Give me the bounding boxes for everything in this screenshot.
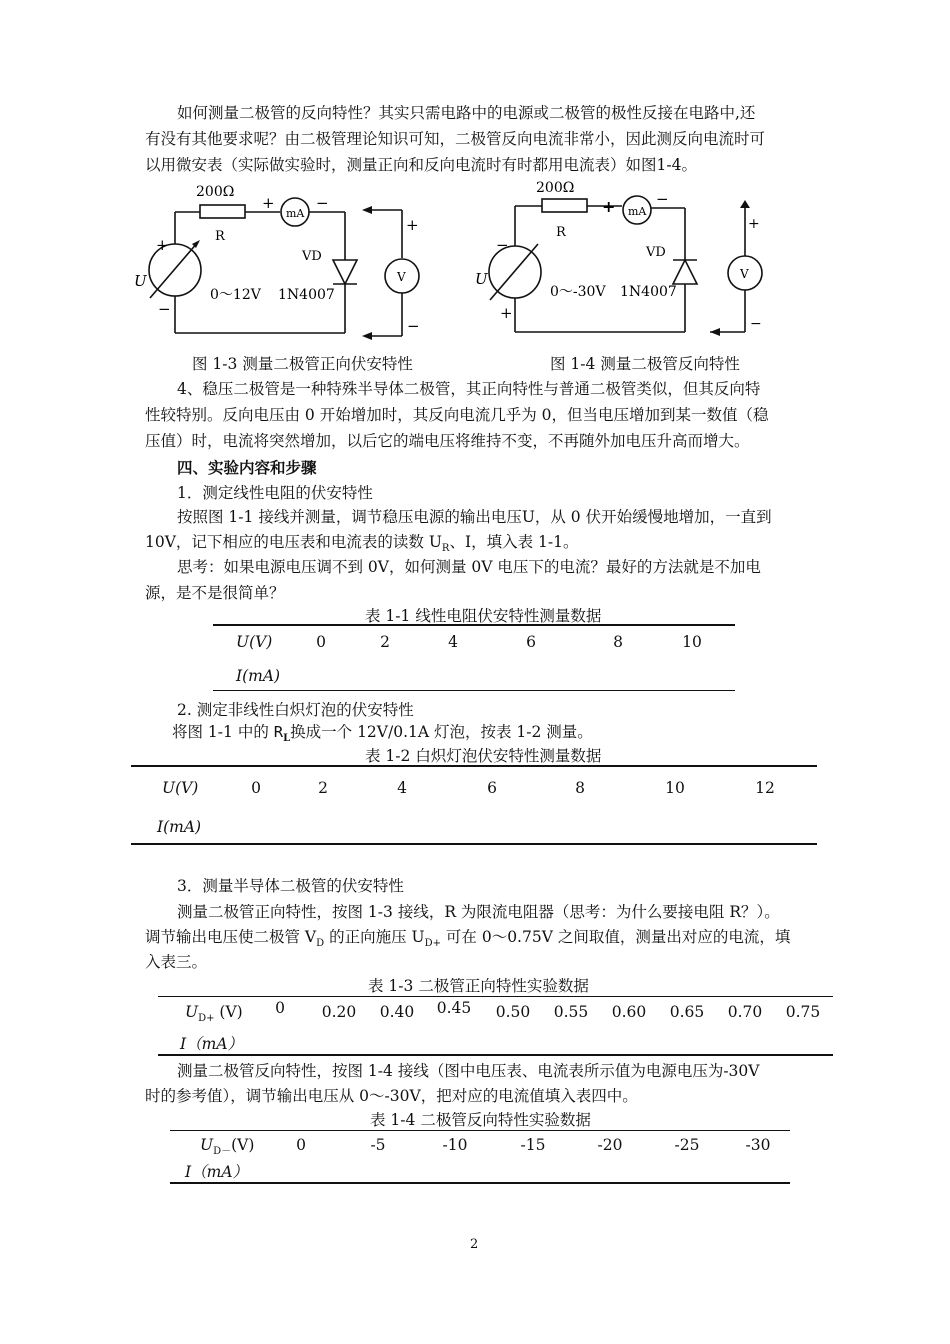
source-label: U xyxy=(475,270,488,288)
table-1-2-top-rule xyxy=(131,765,817,767)
table-cell: 10 xyxy=(682,633,702,651)
step-3-line-3: 入表三。 xyxy=(145,953,208,971)
table-cell: 2 xyxy=(380,633,390,651)
table-1-3-i-label xyxy=(180,1032,243,1054)
resistor-symbol xyxy=(542,199,587,212)
diode-label: VD xyxy=(646,245,666,260)
step-2-line xyxy=(172,720,593,744)
step-2-line-a: 将图 1-1 中的 xyxy=(172,723,269,741)
step-2-line-b: 换成一个 12V/0.1A 灯泡，按表 1-2 测量。 xyxy=(290,723,593,741)
intro-paragraph-cont xyxy=(145,126,810,178)
table-cell: 6 xyxy=(487,779,497,797)
intro-line-3: 以用微安表（实际做实验时，测量正向和反向电流时有时都用电流表）如图1-4。 xyxy=(145,156,697,174)
table-cell: 8 xyxy=(613,633,623,651)
table-cell: 0.60 xyxy=(611,1003,647,1021)
step-2-title: 2. 测定非线性白炽灯泡的伏安特性 xyxy=(177,701,414,719)
step-1-line-2 xyxy=(145,530,578,554)
rl-subscript: L xyxy=(283,733,291,745)
source-range: 0～12V xyxy=(210,287,261,303)
table-cell: 0.20 xyxy=(321,1003,357,1021)
table-cell: -30 xyxy=(745,1136,771,1154)
diode-symbol xyxy=(333,260,357,284)
vd-subscript: D xyxy=(316,938,325,950)
step-1-line-2a: 10V，记下相应的电压表和电流表的读数 U xyxy=(145,533,442,551)
step-3-line-2 xyxy=(145,925,790,949)
table-cell: 0.40 xyxy=(379,1003,415,1021)
table-1-4-bottom-rule xyxy=(170,1182,790,1184)
table-1-1-bottom-rule xyxy=(213,690,735,691)
page-number: 2 xyxy=(470,1237,479,1252)
ammeter-label: mA xyxy=(286,207,305,220)
table-cell: 0 xyxy=(316,633,326,651)
resistor-symbol xyxy=(200,205,245,218)
source-range: 0～-30V xyxy=(550,284,606,300)
ur-subscript: R xyxy=(441,543,450,555)
ammeter-label: mA xyxy=(628,205,647,218)
figure-1-3-circuit xyxy=(130,178,440,348)
table-1-4-caption: 表 1-4 二极管反向特性实验数据 xyxy=(370,1111,591,1129)
resistor-name: R xyxy=(215,229,225,244)
table-1-1-caption: 表 1-1 线性电阻伏安特性测量数据 xyxy=(365,607,602,625)
voltmeter-plus: + xyxy=(748,216,760,232)
ud-subscript: D+ xyxy=(424,938,441,950)
table-cell: -25 xyxy=(674,1136,700,1154)
diode-symbol xyxy=(673,260,697,284)
table-cell: 0.50 xyxy=(495,1003,531,1021)
minus-sign: − xyxy=(656,190,669,208)
zener-line-2: 性较特别。反向电压由 0 开始增加时，其反向电流几乎为 0，但当电压增加到某一数值（稳 xyxy=(145,406,769,424)
table-cell: 0 xyxy=(275,999,285,1017)
voltmeter-minus: − xyxy=(407,317,420,335)
step-3-line-1: 测量二极管正向特性，按图 1-3 接线，R 为限流电阻器（思考：为什么要接电阻 R？）。 xyxy=(177,903,780,921)
figure-1-4-circuit xyxy=(470,172,790,347)
reverse-line-1: 测量二极管反向特性，按图 1-4 接线（图中电压表、电流表所示值为电源电压为-30V xyxy=(177,1062,760,1080)
table-cell: 0.55 xyxy=(553,1003,589,1021)
table-cell: 0.70 xyxy=(727,1003,763,1021)
zener-line-3: 压值）时，电流将突然增加，以后它的端电压将维持不变，不再随外加电压升高而增大。 xyxy=(145,432,750,450)
intro-paragraph xyxy=(145,100,810,126)
resistor-name: R xyxy=(556,225,566,240)
reverse-line-2: 时的参考值），调节输出电压从 0～-30V，把对应的电流值填入表四中。 xyxy=(145,1087,638,1105)
step-3-title: 3．测量半导体二极管的伏安特性 xyxy=(177,877,404,895)
think-line-1: 思考：如果电源电压调不到 0V，如何测量 0V 电压下的电流？最好的方法就是不加电 xyxy=(177,558,761,576)
table-cell: 8 xyxy=(575,779,585,797)
table-1-1-u-label: U(V) xyxy=(236,633,273,651)
voltmeter-minus: − xyxy=(750,316,762,332)
table-1-3-top-rule xyxy=(158,996,833,997)
step-3-line-2a: 调节输出电压使二极管 V xyxy=(145,928,317,946)
u-subscript: D－ xyxy=(213,1146,232,1158)
table-cell: -10 xyxy=(442,1136,468,1154)
plus-sign: + xyxy=(262,194,275,212)
rl-symbol: R xyxy=(273,723,284,741)
step-3-line-2c: 可在 0～0.75V 之间取值，测量出对应的电流，填 xyxy=(440,928,791,946)
u-unit: (V) xyxy=(214,1003,243,1021)
table-1-2-bottom-rule xyxy=(131,843,817,845)
resistor-value: 200Ω xyxy=(536,180,575,196)
table-cell: -5 xyxy=(370,1136,386,1154)
source-plus: + xyxy=(156,236,169,254)
voltmeter-label: V xyxy=(740,267,749,281)
source-plus: + xyxy=(500,304,513,322)
table-cell: 6 xyxy=(526,633,536,651)
intro-line-2: 有没有其他要求呢？由二极管理论知识可知，二极管反向电流非常小，因此测反向电流时可 xyxy=(145,130,766,148)
plus-sign: + xyxy=(602,197,616,216)
step-1-title: 1．测定线性电阻的伏安特性 xyxy=(177,484,373,502)
table-1-3-u-label xyxy=(185,1003,243,1024)
source-minus: − xyxy=(496,236,509,254)
table-1-2-u-label: U(V) xyxy=(162,779,199,797)
table-1-3-bottom-rule xyxy=(158,1054,833,1056)
source-label: U xyxy=(134,272,147,290)
u-unit: (V) xyxy=(231,1136,255,1154)
table-cell: 0.65 xyxy=(669,1003,705,1021)
table-1-3-caption: 表 1-3 二极管正向特性实验数据 xyxy=(368,977,589,995)
step-1-line-2b: 、I，填入表 1-1。 xyxy=(449,533,579,551)
table-cell: 4 xyxy=(448,633,458,651)
i-label-text: I（mA） xyxy=(180,1035,244,1053)
u-symbol: U xyxy=(200,1136,214,1154)
zener-line-1: 4、稳压二极管是一种特殊半导体二极管，其正向特性与普通二极管类似，但其反向特 xyxy=(177,380,761,398)
figure-1-4-caption: 图 1-4 测量二极管反向特性 xyxy=(550,355,740,373)
u-symbol: U xyxy=(185,1003,199,1021)
table-cell: 4 xyxy=(397,779,407,797)
table-cell: 10 xyxy=(665,779,685,797)
table-1-2-caption: 表 1-2 白炽灯泡伏安特性测量数据 xyxy=(365,747,602,765)
u-subscript: D+ xyxy=(198,1013,215,1025)
diode-model: 1N4007 xyxy=(278,287,335,303)
table-1-4-u-label xyxy=(200,1136,254,1157)
table-1-1-i-label: I(mA) xyxy=(236,667,281,685)
table-1-1-top-rule xyxy=(213,624,735,626)
table-cell: 12 xyxy=(755,779,775,797)
table-cell: 2 xyxy=(318,779,328,797)
resistor-value: 200Ω xyxy=(196,184,235,200)
table-cell: 0.45 xyxy=(436,999,472,1017)
section-4-title: 四、实验内容和步骤 xyxy=(177,458,317,477)
table-cell: -15 xyxy=(520,1136,546,1154)
diode-label: VD xyxy=(302,249,322,264)
step-1-line-1: 按照图 1-1 接线并测量，调节稳压电源的输出电压U，从 0 伏开始缓慢地增加，一直到 xyxy=(177,508,772,526)
step-3-line-2b: 的正向施压 U xyxy=(324,928,425,946)
table-cell: 0 xyxy=(296,1136,306,1154)
minus-sign: − xyxy=(316,194,329,212)
table-cell: -20 xyxy=(597,1136,623,1154)
table-1-2-i-label: I(mA) xyxy=(157,818,202,836)
voltmeter-plus: + xyxy=(406,216,419,234)
figure-1-3-caption: 图 1-3 测量二极管正向伏安特性 xyxy=(192,355,413,373)
voltmeter-label: V xyxy=(397,270,406,284)
source-minus: − xyxy=(158,300,171,318)
diode-model: 1N4007 xyxy=(620,284,677,300)
table-1-4-i-label xyxy=(185,1160,248,1182)
think-line-2: 源，是不是很简单？ xyxy=(145,584,285,602)
table-cell: 0.75 xyxy=(785,1003,821,1021)
table-1-4-top-rule xyxy=(170,1130,790,1131)
intro-line-1: 如何测量二极管的反向特性？其实只需电路中的电源或二极管的极性反接在电路中,还 xyxy=(177,104,756,122)
table-cell: 0 xyxy=(251,779,261,797)
i-label-text: I（mA） xyxy=(185,1163,249,1181)
